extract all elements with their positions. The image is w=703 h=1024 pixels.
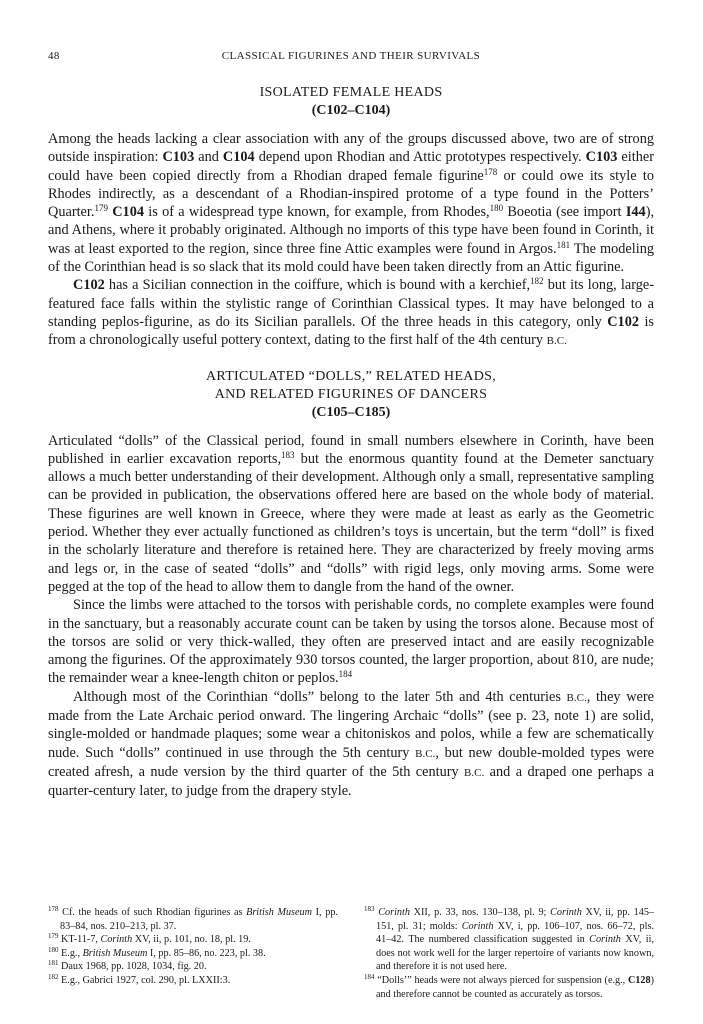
footnote-ref: 181 bbox=[556, 239, 571, 250]
catalog-ref: C128 bbox=[627, 974, 651, 986]
footnote-180: $^{180}$ E.g., British Museum I, pp. 85–86, no. 223, pl. 38. bbox=[48, 945, 266, 959]
footnote-ref: 182 bbox=[530, 276, 544, 287]
era-abbr: B.C. bbox=[566, 691, 587, 704]
section-heading-isolated-female-heads: ISOLATED FEMALE HEADS bbox=[259, 85, 443, 100]
paragraph: Among the heads lacking a clear association with any of the groups discussed above, two are of strong outside inspiration: C103 and C104 depend upon Rhodian and Attic prototypes respectively. C103 either could have been copied directly from a Rhodian draped female figurine$^{178}$ or could owe its style to Rhodes indirectly, as a descendant of a Rhodian-inspired protome of a type found in the Potters’ Quarter.$^{179}$ C104 is of a widespread type known, for example, from Rhodes,$^{180}$ Boeotia (see import I44), and Athens, where it probably originated. Although no imports of this type have been found in Corinth, it was at least exported to the region, since three fine Attic examples were found in Argos.$^{181}$ The modeling of the Corinthian head is so slack that its mold could have been taken directly from an Attic figurine. bbox=[48, 131, 655, 276]
footnote-184: $^{184}$ “Dolls’” heads were not always pierced for suspension (e.g., C128) and therefore cannot be counted as accurately as torsos. bbox=[364, 972, 654, 1000]
page-number: 48 bbox=[48, 50, 60, 62]
era-abbr: B.C. bbox=[546, 335, 567, 348]
footnote-179: $^{179}$ KT-11-7, Corinth XV, ii, p. 101, no. 18, pl. 19. bbox=[48, 932, 251, 946]
running-header bbox=[48, 50, 654, 70]
footnote-182: $^{182}$ E.g., Gabrici 1927, col. 290, pl. LXXII:3. bbox=[48, 972, 231, 986]
paragraph: C102 has a Sicilian connection in the coiffure, which is bound with a kerchief,$^{182}$ but its long, large-featured face falls within the stylistic range of Corinthian Classical types. It may have belonged to a standing peplos-figurine, as do its Sicilian parallels. Of the three heads in this category, only C102 is from a chronologically useful pottery context, dating to the first half of the 4th century B.C. bbox=[48, 276, 654, 349]
catalog-ref: C104 bbox=[222, 149, 255, 166]
footnote-183: $^{183}$ Corinth XII, p. 33, nos. 130–138, pl. 9; Corinth XV, ii, pp. 145–151, pl. 31; molds: Corinth XV, i, pp. 106–107, nos. 66–72, pls. 41–42. The numbered classification suggested in Corinth XV, ii, does not work well for the larger repertoire of variants now known, and therefore it is not used here. bbox=[364, 905, 655, 973]
footnote-ref: 180 bbox=[489, 203, 504, 214]
section-range: (C105–C185) bbox=[311, 404, 391, 420]
catalog-ref: C102 bbox=[607, 313, 639, 330]
section-heading-articulated-dolls-line2: AND RELATED FIGURINES OF DANCERS bbox=[214, 386, 488, 402]
footnote-181: $^{181}$ Daux 1968, pp. 1028, 1034, fig. 20. bbox=[48, 959, 207, 973]
era-abbr: B.C. bbox=[464, 766, 485, 779]
footnote-ref: 184 bbox=[338, 669, 353, 680]
page bbox=[48, 50, 655, 1000]
footnote-column-right bbox=[364, 906, 654, 1001]
section-heading-articulated-dolls-line1: ARTICULATED “DOLLS,” RELATED HEADS, bbox=[205, 368, 496, 384]
footnote-ref: 183 bbox=[281, 449, 295, 460]
catalog-ref: C103 bbox=[585, 149, 618, 166]
paragraph: Articulated “dolls” of the Classical period, found in small numbers elsewhere in Corinth, have been published in earlier excavation reports,$^{183}$ but the enormous quantity found at the Demeter sanctuary allows a much better understanding of their development. Although only a small, representative sampling can be provided in publication, the observations offered here are based on the whole body of material. These figurines are well known in Greece, where they were made at least as early as the Geometric period. Whether they ever actually functioned as children’s toys is uncertain, but the term “doll” is fixed in the scholarly literature and therefore is retained here. They are characterized by freely moving arms and legs or, in the case of seated “dolls” and “dolls” with rigid legs, only moving arms. Some were pegged at the top of the head to allow them to dangle from the hand of the owner. bbox=[48, 432, 655, 595]
catalog-ref: C102 bbox=[73, 277, 105, 294]
footnote-ref: 178 bbox=[483, 166, 498, 177]
section-range: (C102–C104) bbox=[311, 103, 391, 118]
era-abbr: B.C. bbox=[415, 747, 436, 760]
catalog-ref: C104 bbox=[112, 204, 145, 221]
paragraph: Although most of the Corinthian “dolls” belong to the later 5th and 4th centuries B.C., they were made from the Late Archaic period onward. The lingering Archaic “dolls” (see p. 23, note 1) are solid, single-molded or handmade plaques; some wear a chitoniskos and polos, while a few are schematically nude. Such “dolls” continued in use through the 5th century B.C., but new double-molded types were created afresh, a nude version by the third quarter of the 5th century B.C. and a draped one perhaps a quarter-century later, to judge from the drapery style. bbox=[48, 688, 655, 800]
catalog-ref: I44 bbox=[625, 204, 646, 221]
footnote-ref: 179 bbox=[94, 203, 108, 214]
footnote-178: $^{178}$ Cf. the heads of such Rhodian figurines as British Museum I, pp. 83–84, nos. 210–213, pl. 37. bbox=[48, 905, 338, 932]
paragraph: Since the limbs were attached to the torsos with perishable cords, no complete examples were found in the sanctuary, but a reasonably accurate count can be taken by using the torsos alone. Because most of the torsos are solid or very thick-walled, they often are preserved intact and are easily recognizable among the figurines. Of the approximately 930 torsos counted, the larger proportion, about 810, are nude; the remainder wear a knee-length chiton or peplos.$^{184}$ bbox=[48, 597, 654, 687]
footnote-column-left bbox=[48, 906, 338, 988]
catalog-ref: C103 bbox=[162, 149, 195, 166]
running-title: CLASSICAL FIGURINES AND THEIR SURVIVALS bbox=[221, 50, 481, 62]
